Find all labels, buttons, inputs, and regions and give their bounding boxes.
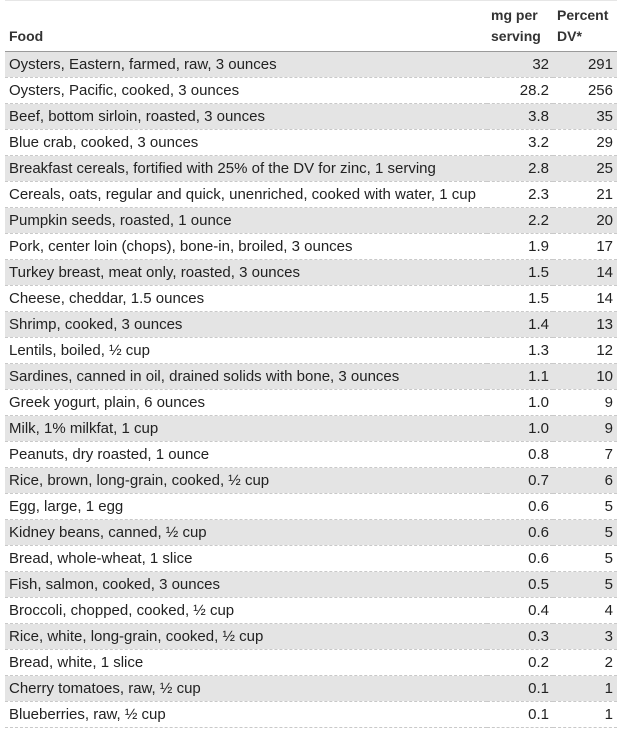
mg-per-serving-cell: 32 xyxy=(487,52,553,78)
percent-dv-cell: 9 xyxy=(553,416,617,442)
table-row xyxy=(5,546,617,572)
mg-per-serving-cell: 0.4 xyxy=(487,598,553,624)
mg-per-serving-cell: 3.8 xyxy=(487,104,553,130)
food-cell: Peanuts, dry roasted, 1 ounce xyxy=(5,442,487,468)
food-cell: Pumpkin seeds, roasted, 1 ounce xyxy=(5,208,487,234)
table-row xyxy=(5,130,617,156)
table-row xyxy=(5,182,617,208)
food-cell: Pork, center loin (chops), bone-in, broiled, 3 ounces xyxy=(5,234,487,260)
table-row xyxy=(5,260,617,286)
food-cell: Broccoli, chopped, cooked, ½ cup xyxy=(5,598,487,624)
percent-dv-cell: 5 xyxy=(553,546,617,572)
table-row xyxy=(5,364,617,390)
percent-dv-cell: 6 xyxy=(553,468,617,494)
food-cell: Oysters, Pacific, cooked, 3 ounces xyxy=(5,78,487,104)
zinc-food-table xyxy=(5,5,617,728)
header-mg-line2: serving xyxy=(491,28,541,44)
percent-dv-cell: 9 xyxy=(553,390,617,416)
header-food xyxy=(5,5,487,52)
food-cell: Bread, white, 1 slice xyxy=(5,650,487,676)
header-row xyxy=(5,5,617,52)
table-row xyxy=(5,286,617,312)
food-cell: Oysters, Eastern, farmed, raw, 3 ounces xyxy=(5,52,487,78)
mg-per-serving-cell: 2.3 xyxy=(487,182,553,208)
percent-dv-cell: 13 xyxy=(553,312,617,338)
mg-per-serving-cell: 0.2 xyxy=(487,650,553,676)
table-header xyxy=(5,5,617,52)
food-cell: Shrimp, cooked, 3 ounces xyxy=(5,312,487,338)
table-row xyxy=(5,104,617,130)
mg-per-serving-cell: 1.4 xyxy=(487,312,553,338)
food-cell: Cheese, cheddar, 1.5 ounces xyxy=(5,286,487,312)
mg-per-serving-cell: 0.6 xyxy=(487,546,553,572)
food-cell: Greek yogurt, plain, 6 ounces xyxy=(5,390,487,416)
food-cell: Cherry tomatoes, raw, ½ cup xyxy=(5,676,487,702)
mg-per-serving-cell: 0.5 xyxy=(487,572,553,598)
mg-per-serving-cell: 0.1 xyxy=(487,676,553,702)
percent-dv-cell: 35 xyxy=(553,104,617,130)
table-row xyxy=(5,650,617,676)
mg-per-serving-cell: 0.8 xyxy=(487,442,553,468)
table-row xyxy=(5,442,617,468)
food-cell: Fish, salmon, cooked, 3 ounces xyxy=(5,572,487,598)
mg-per-serving-cell: 1.0 xyxy=(487,416,553,442)
table-row xyxy=(5,416,617,442)
mg-per-serving-cell: 0.3 xyxy=(487,624,553,650)
mg-per-serving-cell: 1.1 xyxy=(487,364,553,390)
table-row xyxy=(5,338,617,364)
zinc-food-table-container xyxy=(5,0,617,728)
header-dv-line1: Percent xyxy=(557,7,609,23)
food-cell: Beef, bottom sirloin, roasted, 3 ounces xyxy=(5,104,487,130)
table-row xyxy=(5,702,617,728)
table-row xyxy=(5,78,617,104)
percent-dv-cell: 5 xyxy=(553,494,617,520)
percent-dv-cell: 21 xyxy=(553,182,617,208)
food-cell: Egg, large, 1 egg xyxy=(5,494,487,520)
mg-per-serving-cell: 0.7 xyxy=(487,468,553,494)
food-cell: Milk, 1% milkfat, 1 cup xyxy=(5,416,487,442)
mg-per-serving-cell: 1.0 xyxy=(487,390,553,416)
header-dv-line2: DV* xyxy=(557,28,582,44)
header-mg-per-serving xyxy=(487,5,553,52)
mg-per-serving-cell: 1.5 xyxy=(487,260,553,286)
percent-dv-cell: 1 xyxy=(553,702,617,728)
percent-dv-cell: 5 xyxy=(553,572,617,598)
table-row xyxy=(5,468,617,494)
food-cell: Kidney beans, canned, ½ cup xyxy=(5,520,487,546)
percent-dv-cell: 25 xyxy=(553,156,617,182)
percent-dv-cell: 12 xyxy=(553,338,617,364)
food-cell: Sardines, canned in oil, drained solids with bone, 3 ounces xyxy=(5,364,487,390)
percent-dv-cell: 3 xyxy=(553,624,617,650)
percent-dv-cell: 14 xyxy=(553,286,617,312)
table-row xyxy=(5,520,617,546)
percent-dv-cell: 1 xyxy=(553,676,617,702)
food-cell: Blueberries, raw, ½ cup xyxy=(5,702,487,728)
header-food-label: Food xyxy=(9,28,44,44)
table-row xyxy=(5,156,617,182)
table-row xyxy=(5,52,617,78)
table-body xyxy=(5,52,617,728)
table-row xyxy=(5,312,617,338)
food-cell: Rice, brown, long-grain, cooked, ½ cup xyxy=(5,468,487,494)
percent-dv-cell: 17 xyxy=(553,234,617,260)
percent-dv-cell: 291 xyxy=(553,52,617,78)
food-cell: Bread, whole-wheat, 1 slice xyxy=(5,546,487,572)
table-row xyxy=(5,494,617,520)
table-row xyxy=(5,572,617,598)
mg-per-serving-cell: 0.6 xyxy=(487,494,553,520)
percent-dv-cell: 7 xyxy=(553,442,617,468)
mg-per-serving-cell: 28.2 xyxy=(487,78,553,104)
mg-per-serving-cell: 1.5 xyxy=(487,286,553,312)
mg-per-serving-cell: 2.8 xyxy=(487,156,553,182)
food-cell: Blue crab, cooked, 3 ounces xyxy=(5,130,487,156)
percent-dv-cell: 5 xyxy=(553,520,617,546)
food-cell: Breakfast cereals, fortified with 25% of the DV for zinc, 1 serving xyxy=(5,156,487,182)
table-row xyxy=(5,676,617,702)
percent-dv-cell: 14 xyxy=(553,260,617,286)
mg-per-serving-cell: 0.6 xyxy=(487,520,553,546)
mg-per-serving-cell: 2.2 xyxy=(487,208,553,234)
percent-dv-cell: 2 xyxy=(553,650,617,676)
header-mg-line1: mg per xyxy=(491,7,538,23)
table-row xyxy=(5,624,617,650)
mg-per-serving-cell: 0.1 xyxy=(487,702,553,728)
table-row xyxy=(5,598,617,624)
table-row xyxy=(5,208,617,234)
mg-per-serving-cell: 1.9 xyxy=(487,234,553,260)
percent-dv-cell: 4 xyxy=(553,598,617,624)
percent-dv-cell: 10 xyxy=(553,364,617,390)
food-cell: Lentils, boiled, ½ cup xyxy=(5,338,487,364)
percent-dv-cell: 256 xyxy=(553,78,617,104)
table-row xyxy=(5,390,617,416)
food-cell: Rice, white, long-grain, cooked, ½ cup xyxy=(5,624,487,650)
mg-per-serving-cell: 3.2 xyxy=(487,130,553,156)
food-cell: Cereals, oats, regular and quick, unenriched, cooked with water, 1 cup xyxy=(5,182,487,208)
table-row xyxy=(5,234,617,260)
percent-dv-cell: 20 xyxy=(553,208,617,234)
mg-per-serving-cell: 1.3 xyxy=(487,338,553,364)
food-cell: Turkey breast, meat only, roasted, 3 ounces xyxy=(5,260,487,286)
percent-dv-cell: 29 xyxy=(553,130,617,156)
header-percent-dv xyxy=(553,5,617,52)
